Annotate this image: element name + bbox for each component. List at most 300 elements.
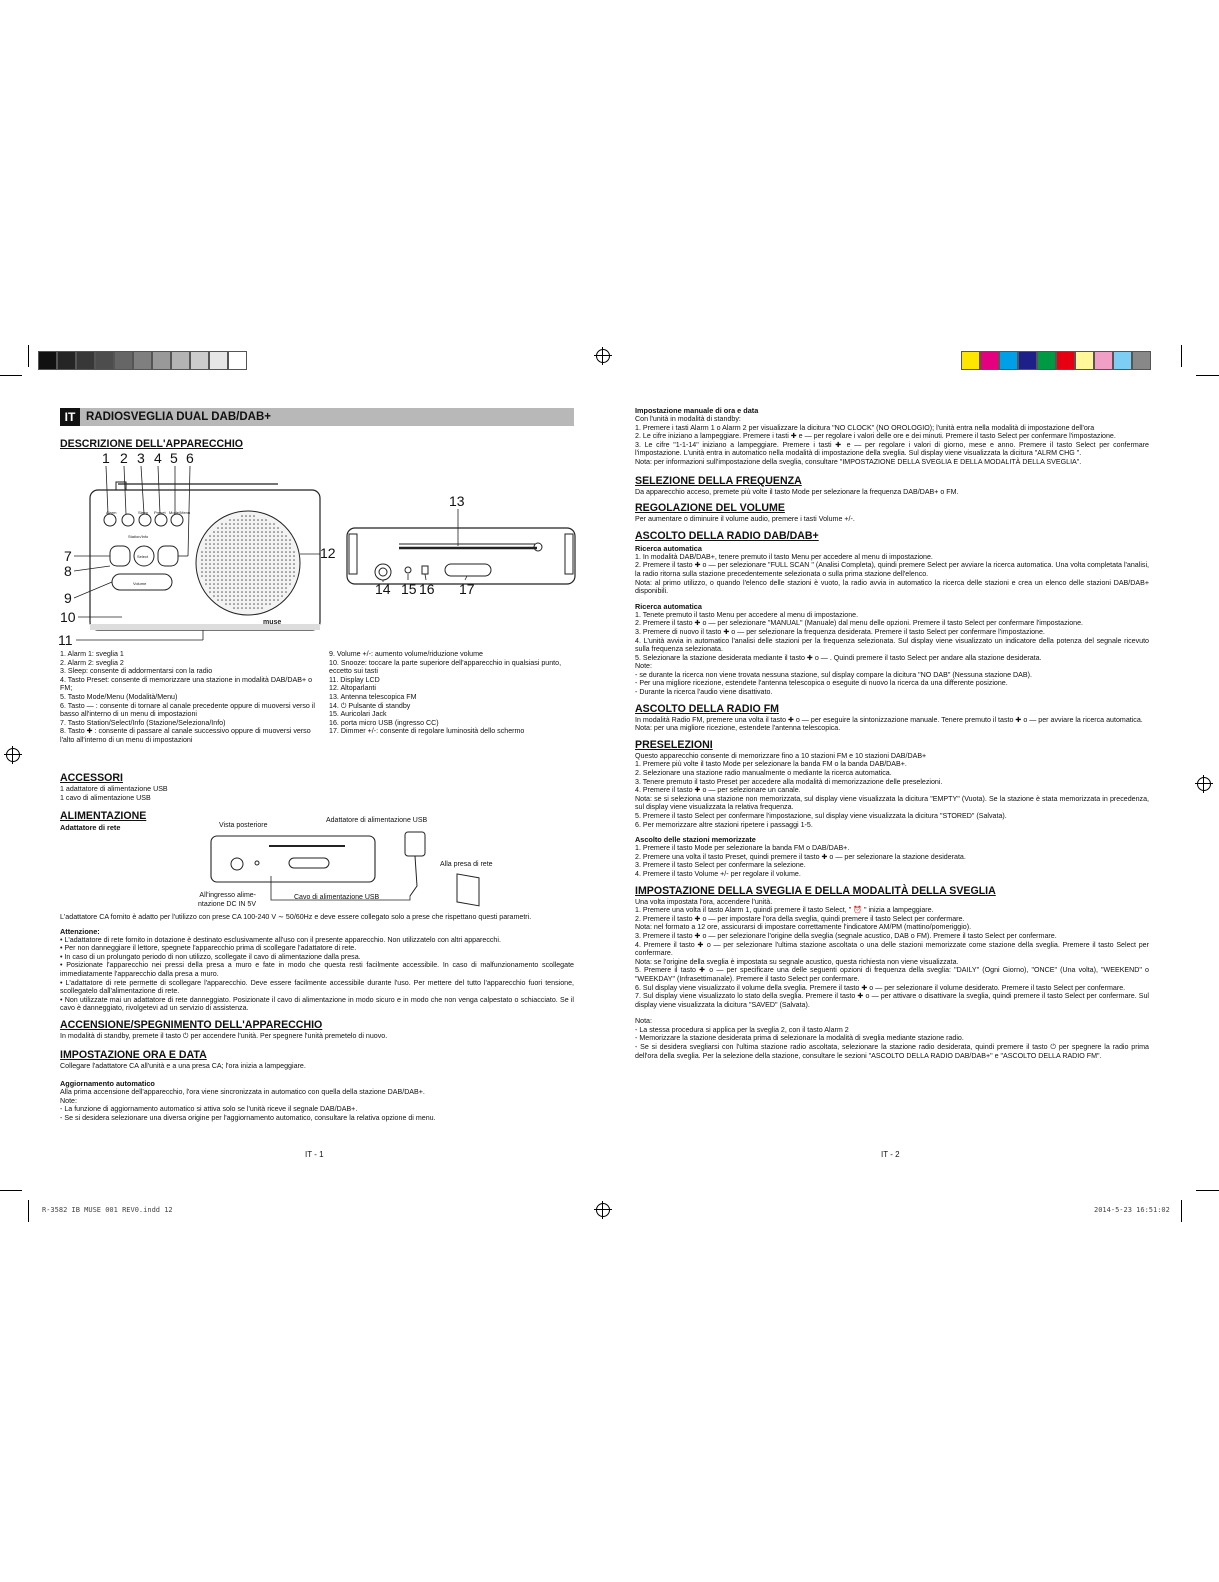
speaker-hole [225, 587, 227, 589]
speaker-hole [225, 567, 227, 569]
speaker-hole [253, 591, 255, 593]
speaker-hole [217, 595, 219, 597]
color-swatch [1037, 351, 1056, 370]
speaker-hole [225, 575, 227, 577]
speaker-hole [225, 543, 227, 545]
speaker-hole [249, 607, 251, 609]
speaker-hole [217, 551, 219, 553]
color-swatch [1132, 351, 1151, 370]
preset-step: 5. Premere il tasto Select per confermare l'impostazione, sul display viene visualizzata la dicitura "STORED" (Salvata). [635, 812, 1007, 820]
frequency-text: Da apparecchio acceso, premete più volte il tasto Mode per selezionare la frequenza DAB/DAB+ o FM. [635, 487, 959, 496]
speaker-hole [265, 519, 267, 521]
speaker-hole [241, 523, 243, 525]
speaker-hole [217, 555, 219, 557]
auto-search-heading: Ricerca automatica [635, 543, 702, 553]
warning-item: • In caso di un prolungato periodo di non utilizzo, scollegate il cavo di alimentazione dalla presa. [60, 952, 361, 961]
auto-update-line: - La funzione di aggiornamento automatico si attiva solo se l'unità riceve il segnale DAB/DAB+. [60, 1105, 358, 1114]
speaker-hole [285, 583, 287, 585]
speaker-hole [229, 579, 231, 581]
speaker-hole [273, 567, 275, 569]
speaker-hole [233, 523, 235, 525]
volume-heading: REGOLAZIONE DEL VOLUME [635, 502, 785, 515]
speaker-hole [257, 543, 259, 545]
speaker-hole [245, 515, 247, 517]
speaker-hole [269, 579, 271, 581]
speaker-hole [253, 563, 255, 565]
speaker-hole [217, 583, 219, 585]
speaker-hole [221, 527, 223, 529]
fm-text [635, 716, 1149, 733]
speaker-hole [221, 587, 223, 589]
speaker-hole [249, 539, 251, 541]
speaker-hole [277, 555, 279, 557]
speaker-hole [277, 571, 279, 573]
part-item: 10. Snooze: toccare la parte superiore dell'apparecchio in qualsiasi punto, eccetto sui tasti [329, 658, 562, 676]
power-on-text: In modalità di standby, premete il tasto ⏻ per accendere l'unità. Per spegnere l'unità premetelo di nuovo. [60, 1031, 388, 1040]
crop-mark [1181, 345, 1182, 367]
speaker-hole [285, 575, 287, 577]
speaker-hole [237, 559, 239, 561]
speaker-hole [249, 519, 251, 521]
speaker-hole [257, 607, 259, 609]
speaker-hole [277, 547, 279, 549]
speaker-hole [229, 559, 231, 561]
speaker-hole [241, 539, 243, 541]
speaker-hole [205, 539, 207, 541]
speaker-hole [281, 555, 283, 557]
speaker-hole [265, 591, 267, 593]
color-swatch [133, 351, 152, 370]
manual-step: 1. Premere i tasti Alarm 1 o Alarm 2 per visualizzare la dicitura "NO CLOCK" (NO OROLOGIO); l'unità entra nella modalità di impostazione dell'ora [635, 423, 1095, 432]
speaker-hole [229, 599, 231, 601]
speaker-hole [209, 579, 211, 581]
speaker-hole [233, 595, 235, 597]
auto-search-text [635, 553, 1149, 596]
speaker-hole [277, 575, 279, 577]
warning-item: • Non utilizzate mai un adattatore di rete danneggiato. Posizionate il cavo di alimentazione in modo sicuro e in modo che non venga calpestato o schiacciato. Se il cavo è danneggiato, rivolgetevi ad un servizio di assistenza. [60, 995, 574, 1013]
speaker-hole [233, 527, 235, 529]
speaker-hole [249, 535, 251, 537]
speaker-hole [233, 535, 235, 537]
speaker-hole [221, 535, 223, 537]
speaker-hole [281, 595, 283, 597]
speaker-hole [249, 527, 251, 529]
speaker-hole [253, 567, 255, 569]
speaker-hole [269, 551, 271, 553]
speaker-hole [285, 547, 287, 549]
speaker-hole [265, 559, 267, 561]
speaker-hole [213, 551, 215, 553]
speaker-hole [201, 551, 203, 553]
speaker-hole [273, 579, 275, 581]
speaker-hole [205, 579, 207, 581]
speaker-hole [261, 539, 263, 541]
part-item: 13. Antenna telescopica FM [329, 692, 417, 701]
svg-text:muse: muse [263, 619, 282, 626]
speaker-hole [273, 535, 275, 537]
color-swatch [999, 351, 1018, 370]
warning-item: • Posizionate l'apparecchio nei pressi della presa a muro e fate in modo che questa resti facilmente accessibile. In caso di malfunzionamento scollegate immediatamente l'apparecchio dalla presa a muro. [60, 961, 574, 978]
speaker-hole [205, 575, 207, 577]
speaker-hole [201, 571, 203, 573]
speaker-hole [249, 575, 251, 577]
speaker-hole [265, 595, 267, 597]
search-step: 2. Premere il tasto ✚ o — per selezionare "FULL SCAN " (Analisi Completa), quindi premere Select per avviare la ricerca automatica. Una volta completata l'analisi, la radio ritorna sulla stazione precedentemente selezionata o sulla prima stazione dell'elenco. [635, 561, 1149, 578]
speaker-hole [257, 547, 259, 549]
speaker-hole [205, 583, 207, 585]
speaker-hole [229, 523, 231, 525]
speaker-hole [257, 523, 259, 525]
stored-stations-heading: Ascolto delle stazioni memorizzate [635, 835, 756, 845]
alarm-step: 6. Sul display viene visualizzato il volume della sveglia. Premere il tasto ✚ o — per selezionare il volume desiderato. Premere il tasto Select per confermare. [635, 983, 1126, 992]
alarm-step: Una volta impostata l'ora, accendere l'unità. [635, 897, 773, 906]
part-item: 8. Tasto ✚ : consente di passare al canale successivo oppure di muoversi verso l'alto all'interno di un menu di impostazioni [60, 727, 311, 744]
speaker-hole [277, 579, 279, 581]
svg-text:14: 14 [375, 581, 391, 597]
warning-heading: Attenzione: [60, 926, 100, 936]
speaker-hole [237, 583, 239, 585]
speaker-hole [257, 603, 259, 605]
speaker-hole [261, 571, 263, 573]
power-heading: ALIMENTAZIONE [60, 810, 147, 823]
speaker-hole [241, 547, 243, 549]
alarm-text [635, 898, 1149, 1010]
speaker-hole [285, 591, 287, 593]
color-swatch [1056, 351, 1075, 370]
speaker-hole [221, 575, 223, 577]
speaker-hole [281, 571, 283, 573]
speaker-hole [289, 567, 291, 569]
speaker-hole [257, 599, 259, 601]
speaker-hole [261, 591, 263, 593]
speaker-hole [269, 527, 271, 529]
dc-input-label [188, 891, 256, 909]
speaker-hole [285, 535, 287, 537]
part-item: 11. Display LCD [329, 675, 380, 684]
auto-update-line: Note: [60, 1096, 77, 1105]
alarm-step: 7. Sul display viene visualizzato lo stato della sveglia. Premere il tasto ✚ o — per attivare o disattivare la sveglia, quindi premere il tasto Select per confermare. Sul display viene visualizzata la dicitura "SAVED" (Salvata). [635, 992, 1149, 1009]
svg-text:1: 1 [102, 450, 110, 466]
speaker-hole [289, 543, 291, 545]
speaker-hole [253, 535, 255, 537]
auto-update-text [60, 1088, 574, 1122]
speaker-hole [209, 563, 211, 565]
part-item: 2. Alarm 2: sveglia 2 [60, 658, 124, 667]
speaker-hole [209, 543, 211, 545]
speaker-hole [201, 563, 203, 565]
alarm-step: 5. Premere il tasto ✚ o — per specificare una delle seguenti opzioni di frequenza della sveglia: "DAILY" (Ogni Giorno), "ONCE" (Una volta), "WEEKEND" o "WEEKDAY" (Infrasettimanale). Premere il tasto Select per confermare. [635, 966, 1149, 983]
speaker-hole [269, 603, 271, 605]
speaker-hole [221, 583, 223, 585]
speaker-hole [241, 575, 243, 577]
speaker-hole [229, 591, 231, 593]
speaker-hole [225, 547, 227, 549]
speaker-hole [245, 583, 247, 585]
speaker-hole [213, 563, 215, 565]
speaker-hole [237, 523, 239, 525]
preset-step: 4. Premere il tasto ✚ o — per selezionare un canale. [635, 786, 801, 795]
speaker-hole [281, 531, 283, 533]
note-line: - La stessa procedura si applica per la sveglia 2, con il tasto Alarm 2 [635, 1025, 849, 1034]
speaker-hole [233, 543, 235, 545]
dab-heading: ASCOLTO DELLA RADIO DAB/DAB+ [635, 529, 819, 542]
speaker-hole [209, 555, 211, 557]
speaker-hole [209, 587, 211, 589]
socket-label: Alla presa di rete [440, 861, 493, 868]
speaker-hole [221, 555, 223, 557]
speaker-hole [213, 595, 215, 597]
speaker-hole [221, 523, 223, 525]
speaker-hole [213, 591, 215, 593]
speaker-hole [265, 575, 267, 577]
speaker-hole [201, 555, 203, 557]
color-swatch [228, 351, 247, 370]
speaker-hole [269, 591, 271, 593]
alarm-step: Nota: se l'origine della sveglia è impostata su segnale acustico, questa richiesta non viene visualizzata. [635, 957, 959, 966]
speaker-hole [269, 575, 271, 577]
speaker-hole [241, 567, 243, 569]
speaker-hole [229, 547, 231, 549]
speaker-hole [261, 523, 263, 525]
speaker-hole [265, 599, 267, 601]
speaker-hole [273, 571, 275, 573]
speaker-hole [241, 587, 243, 589]
speaker-hole [253, 531, 255, 533]
speaker-hole [281, 543, 283, 545]
speaker-hole [257, 555, 259, 557]
speaker-hole [269, 539, 271, 541]
speaker-hole [257, 531, 259, 533]
svg-text:Station/Info: Station/Info [128, 534, 149, 539]
speaker-hole [253, 527, 255, 529]
speaker-hole [237, 519, 239, 521]
speaker-hole [213, 555, 215, 557]
svg-text:16: 16 [419, 581, 435, 597]
speaker-hole [265, 523, 267, 525]
search-step: Note: [635, 662, 652, 671]
speaker-hole [209, 583, 211, 585]
svg-text:4: 4 [154, 450, 162, 466]
search-step: 1. In modalità DAB/DAB+, tenere premuto il tasto Menu per accedere al menu di impostazione. [635, 552, 933, 561]
speaker-hole [265, 563, 267, 565]
speaker-hole [261, 567, 263, 569]
speaker-hole [245, 579, 247, 581]
manual-time-heading: Impostazione manuale di ora e data [635, 406, 759, 415]
speaker-hole [221, 539, 223, 541]
speaker-hole [265, 571, 267, 573]
speaker-hole [273, 539, 275, 541]
speaker-hole [233, 587, 235, 589]
speaker-hole [213, 587, 215, 589]
speaker-hole [213, 567, 215, 569]
speaker-hole [253, 515, 255, 517]
speaker-hole [217, 535, 219, 537]
speaker-hole [241, 551, 243, 553]
speaker-hole [293, 555, 295, 557]
speaker-hole [233, 603, 235, 605]
speaker-hole [265, 539, 267, 541]
speaker-hole [269, 555, 271, 557]
speaker-hole [241, 571, 243, 573]
speaker-hole [245, 519, 247, 521]
speaker-hole [281, 547, 283, 549]
svg-text:13: 13 [449, 493, 465, 509]
stored-step: 2. Premere una volta il tasto Preset, quindi premere il tasto ✚ o — per selezionare la stazione desiderata. [635, 852, 966, 861]
speaker-hole [225, 539, 227, 541]
speaker-hole [241, 519, 243, 521]
speaker-hole [273, 551, 275, 553]
speaker-hole [237, 591, 239, 593]
svg-text:10: 10 [60, 609, 76, 625]
speaker-hole [229, 583, 231, 585]
speaker-hole [213, 579, 215, 581]
speaker-hole [237, 551, 239, 553]
speaker-hole [253, 571, 255, 573]
speaker-hole [273, 559, 275, 561]
speaker-hole [229, 551, 231, 553]
frequency-heading: SELEZIONE DELLA FREQUENZA [635, 474, 802, 487]
speaker-hole [265, 531, 267, 533]
speaker-hole [241, 599, 243, 601]
manual-step: 3. Le cifre "1-1-14" iniziano a lampeggiare. Premere i tasti ✚ e — per regolare i valori di giorno, mese e anno. Premere il tasto Select per confermare l'impostazione. L'unità entra in automatico nella modalità di impostazione della sveglia. Sul display viene visualizzata la dicitura "ALRM CHG ". [635, 440, 1149, 458]
speaker-hole [233, 575, 235, 577]
speaker-hole [277, 527, 279, 529]
speaker-hole [245, 539, 247, 541]
speaker-hole [237, 587, 239, 589]
date-slug: 2014-5-23 16:51:02 [1094, 1206, 1170, 1214]
color-swatch [961, 351, 980, 370]
speaker-hole [221, 551, 223, 553]
speaker-hole [221, 547, 223, 549]
color-swatch [171, 351, 190, 370]
speaker-hole [253, 587, 255, 589]
color-swatch [1018, 351, 1037, 370]
speaker-hole [217, 559, 219, 561]
speaker-hole [253, 579, 255, 581]
svg-text:15: 15 [401, 581, 417, 597]
speaker-hole [225, 527, 227, 529]
speaker-hole [237, 595, 239, 597]
color-swatch [95, 351, 114, 370]
speaker-hole [217, 591, 219, 593]
speaker-hole [285, 555, 287, 557]
speaker-hole [265, 579, 267, 581]
speaker-hole [277, 567, 279, 569]
speaker-hole [221, 579, 223, 581]
speaker-hole [245, 607, 247, 609]
speaker-hole [249, 515, 251, 517]
speaker-hole [237, 575, 239, 577]
svg-text:17: 17 [459, 581, 475, 597]
svg-text:7: 7 [64, 548, 72, 564]
speaker-hole [269, 563, 271, 565]
svg-text:Volume: Volume [133, 581, 147, 586]
manual-time-text [635, 415, 1149, 467]
speaker-hole [289, 571, 291, 573]
speaker-hole [289, 575, 291, 577]
color-swatch [152, 351, 171, 370]
speaker-hole [261, 527, 263, 529]
front-view-diagram [58, 448, 348, 648]
speaker-hole [277, 595, 279, 597]
speaker-hole [253, 555, 255, 557]
speaker-hole [213, 571, 215, 573]
speaker-hole [217, 543, 219, 545]
preset-step: 3. Tenere premuto il tasto Preset per accedere alla modalità di memorizzazione delle preselezioni. [635, 777, 943, 786]
speaker-hole [241, 595, 243, 597]
auto-update-line: - Se si desidera selezionare una diversa origine per l'aggiornamento automatico, consultare la relativa opzione di menu. [60, 1113, 436, 1122]
svg-text:2: 2 [120, 450, 128, 466]
speaker-hole [273, 547, 275, 549]
speaker-hole [289, 551, 291, 553]
speaker-hole [229, 587, 231, 589]
speaker-hole [265, 555, 267, 557]
speaker-hole [273, 583, 275, 585]
speaker-hole [269, 583, 271, 585]
speaker-hole [285, 571, 287, 573]
speaker-hole [289, 583, 291, 585]
speaker-hole [261, 535, 263, 537]
accessory-item: 1 cavo di alimentazione USB [60, 793, 151, 802]
speaker-hole [249, 599, 251, 601]
speaker-hole [233, 583, 235, 585]
speaker-hole [233, 607, 235, 609]
speaker-hole [253, 551, 255, 553]
speaker-hole [281, 591, 283, 593]
speaker-hole [245, 547, 247, 549]
svg-text:8: 8 [64, 563, 72, 579]
speaker-hole [237, 543, 239, 545]
speaker-hole [205, 567, 207, 569]
speaker-hole [241, 591, 243, 593]
speaker-hole [277, 583, 279, 585]
speaker-hole [249, 563, 251, 565]
speaker-hole [293, 551, 295, 553]
speaker-hole [281, 563, 283, 565]
speaker-hole [277, 539, 279, 541]
speaker-hole [241, 583, 243, 585]
alarm-step: 2. Premere il tasto ✚ o — per impostare l'ora della sveglia, quindi premere il tasto Select per confermare. [635, 914, 965, 923]
speaker-hole [245, 535, 247, 537]
speaker-hole [269, 559, 271, 561]
speaker-hole [281, 579, 283, 581]
adapter-label: Adattatore di alimentazione USB [326, 817, 428, 824]
speaker-hole [257, 595, 259, 597]
speaker-hole [221, 543, 223, 545]
crop-mark [1196, 1190, 1219, 1191]
warning-item: • L'adattatore di rete permette di scollegare l'apparecchio. Deve essere facilmente accessibile durante l'uso. Per mettere del tutto l'apparecchio fuori tensione, scollegatelo dall'alimentazione di rete. [60, 978, 574, 996]
rear-view-diagram [345, 490, 585, 600]
search-step: - Per una migliore ricezione, estendete l'antenna telescopica o eseguite di nuovo la ricerca da una differente posizione. [635, 679, 1008, 688]
speaker-hole [209, 547, 211, 549]
speaker-hole [249, 595, 251, 597]
speaker-hole [205, 563, 207, 565]
speaker-hole [261, 551, 263, 553]
speaker-hole [217, 575, 219, 577]
speaker-hole [201, 559, 203, 561]
speaker-hole [221, 559, 223, 561]
speaker-hole [245, 551, 247, 553]
stored-stations-text [635, 844, 1149, 878]
color-swatch [209, 351, 228, 370]
speaker-hole [257, 567, 259, 569]
speaker-hole [265, 551, 267, 553]
speaker-hole [217, 587, 219, 589]
auto-update-heading: Aggiornamento automatico [60, 1079, 155, 1089]
speaker-hole [281, 535, 283, 537]
svg-text:12: 12 [320, 545, 336, 561]
color-swatch [1113, 351, 1132, 370]
